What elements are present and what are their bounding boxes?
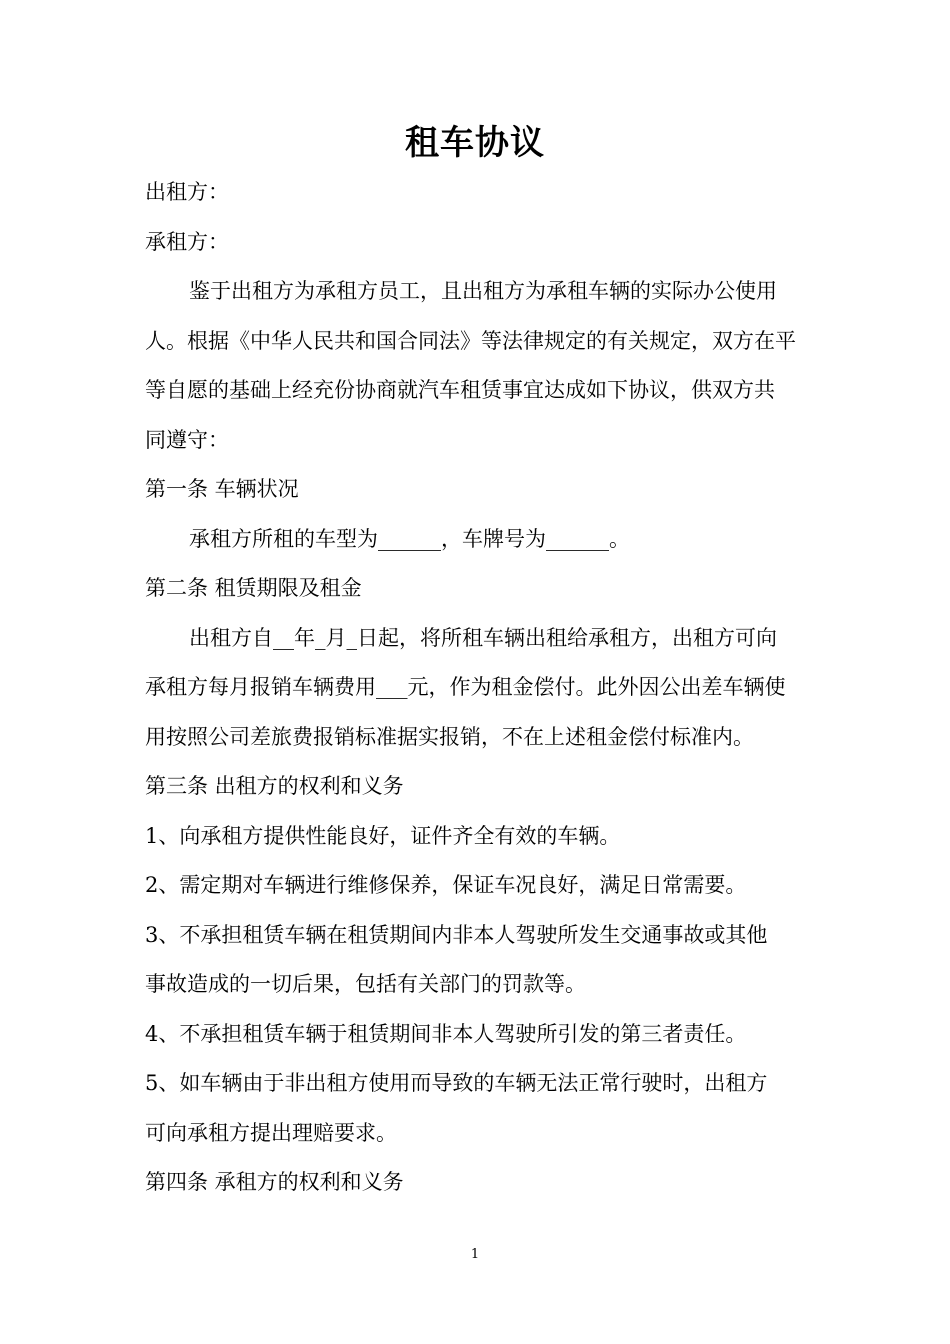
preamble-line: 人。根据《中华人民共和国合同法》等法律规定的有关规定，双方在平 (145, 328, 796, 353)
article-text-line: 承租方所租的车型为______，车牌号为______。 (189, 526, 630, 551)
clause-line: 4、不承担租赁车辆于租赁期间非本人驾驶所引发的第三者责任。 (145, 1021, 747, 1046)
clause-line: 5、如车辆由于非出租方使用而导致的车辆无法正常行驶时，出租方 (145, 1071, 768, 1095)
clause-line: 事故造成的一切后果，包括有关部门的罚款等。 (145, 972, 586, 996)
preamble-line: 同遵守： (145, 427, 229, 452)
preamble-line: 鉴于出租方为承租方员工，且出租方为承租车辆的实际办公使用 (189, 279, 777, 303)
party-lessor-line: 出租方： (145, 180, 229, 204)
clause-line: 3、不承担租赁车辆在租赁期间内非本人驾驶所发生交通事故或其他 (145, 922, 768, 947)
document-body (145, 168, 813, 1208)
article-heading: 第四条 承租方的权利和义务 (145, 1170, 404, 1194)
article-heading: 第一条 车辆状况 (145, 477, 299, 501)
article-text-line: 承租方每月报销车辆费用___元，作为租金偿付。此外因公出差车辆使 (145, 675, 786, 699)
clause-line: 2、需定期对车辆进行维修保养，保证车况良好，满足日常需要。 (145, 873, 747, 897)
article-heading: 第三条 出租方的权利和义务 (145, 774, 404, 798)
article-heading: 第二条 租赁期限及租金 (145, 576, 362, 600)
clause-line: 可向承租方提出理赔要求。 (145, 1120, 397, 1145)
page-number: 1 (470, 1247, 480, 1262)
document-title: 租车协议 (405, 123, 545, 163)
clause-line: 1、向承租方提供性能良好，证件齐全有效的车辆。 (145, 823, 621, 848)
article-text-line: 出租方自__年_月_日起，将所租车辆出租给承租方，出租方可向 (189, 625, 777, 650)
party-lessee-line: 承租方： (145, 229, 229, 254)
article-text-line: 用按照公司差旅费报销标准据实报销，不在上述租金偿付标准内。 (145, 724, 754, 749)
preamble-line: 等自愿的基础上经充份协商就汽车租赁事宜达成如下协议，供双方共 (145, 378, 775, 402)
